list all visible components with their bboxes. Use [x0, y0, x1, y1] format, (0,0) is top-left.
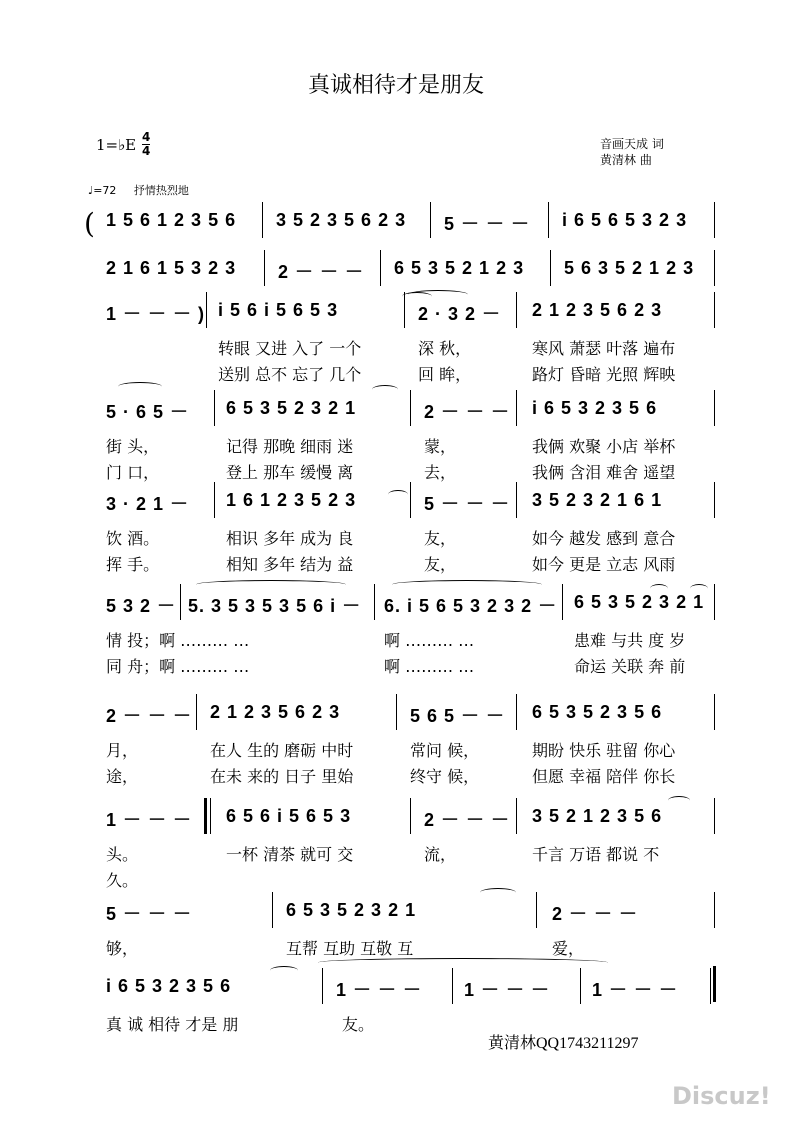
barline [180, 584, 181, 620]
measure-notes: 5 3 2 － [106, 596, 177, 616]
measure-notes: 2 － － － [424, 402, 511, 422]
measure-notes: 2 1 2 3 5 6 2 3 [210, 702, 341, 722]
barline [206, 292, 207, 328]
final-barline [713, 966, 716, 1002]
lyric-text: 啊 ……… … [384, 631, 475, 650]
barline [214, 482, 215, 518]
measure-notes: 1 5 6 1 2 3 5 6 [106, 210, 237, 230]
slur-arc [650, 584, 668, 593]
barline [562, 584, 563, 620]
expression-marking: 抒情热烈地 [133, 184, 189, 197]
barline [516, 292, 517, 328]
lyric-text: 终守 候， [410, 767, 480, 786]
barline [714, 250, 715, 286]
lyric-text: 够， [106, 939, 139, 958]
lyric-text: 头。 [106, 845, 139, 864]
lyric-text: 门 口， [106, 463, 160, 482]
time-bottom: 4 [142, 144, 151, 158]
time-top: 4 [142, 130, 151, 144]
lyric-text: 挥 手。 [106, 555, 160, 574]
measure-notes: 2 · 3 2 － [418, 304, 502, 324]
lyric-text: 去， [424, 463, 457, 482]
lyric-text: 友， [424, 529, 457, 548]
measure-notes: 5. 3 5 3 5 3 5 6 i － [188, 596, 362, 616]
barline [214, 390, 215, 426]
barline [410, 390, 411, 426]
measure-notes: 5 － － － [444, 214, 531, 234]
measure-notes: 6 5 3 5 2 3 2 1 [286, 900, 417, 920]
measure-notes: 6. i 5 6 5 3 2 3 2 － [384, 596, 558, 616]
measure-notes: 6 5 3 5 2 3 5 6 [532, 702, 663, 722]
lyric-text: 千言 万语 都说 不 [532, 845, 660, 864]
lyric-text: 路灯 昏暗 光照 辉映 [532, 365, 676, 384]
measure-notes: 5 6 3 5 2 1 2 3 [564, 258, 695, 278]
barline [714, 584, 715, 620]
watermark: Discuz! [672, 1082, 771, 1110]
measure-notes: 5 － － － [106, 904, 193, 924]
measure-notes: 2 － － － [552, 904, 639, 924]
barline [714, 482, 715, 518]
lyric-text: 相知 多年 结为 益 [226, 555, 354, 574]
measure-notes: 1 － － － [592, 980, 679, 1000]
lyric-text: 街 头， [106, 437, 160, 456]
lyric-text: 转眼 又进 入了 一个 [218, 339, 362, 358]
barline [516, 482, 517, 518]
barline [262, 202, 263, 238]
barline [714, 798, 715, 834]
slur-arc [372, 385, 398, 394]
barline [714, 202, 715, 238]
credits [600, 136, 664, 168]
signature: 黄清林QQ1743211297 [488, 1035, 639, 1052]
lyric-text: 送别 总不 忘了 几个 [218, 365, 362, 384]
measure-notes: 1 6 1 2 3 5 2 3 [226, 490, 357, 510]
lyric-text: 蒙， [424, 437, 457, 456]
barline [516, 798, 517, 834]
page-title: 真诚相待才是朋友 [307, 73, 484, 98]
measure-notes: i 6 5 3 2 3 5 6 [532, 398, 658, 418]
slur-arc [118, 382, 162, 391]
measure-notes: 5 6 5 － － [410, 706, 506, 726]
measure-notes: 3 5 2 1 2 3 5 6 [532, 806, 663, 826]
measure-notes: i 6 5 3 2 3 5 6 [106, 976, 232, 996]
slur-arc [668, 796, 690, 805]
repeat-barline [204, 798, 207, 834]
lyric-text: 我俩 欢聚 小店 举杯 [532, 437, 676, 456]
measure-notes: 2 － － － [424, 810, 511, 830]
barline [410, 798, 411, 834]
barline [322, 968, 323, 1004]
barline [374, 584, 375, 620]
lyric-text: 我俩 含泪 难舍 遥望 [532, 463, 676, 482]
barline [714, 892, 715, 928]
tempo-marking [88, 182, 189, 198]
barline [272, 892, 273, 928]
measure-notes: i 6 5 6 5 3 2 3 [562, 210, 688, 230]
measure-notes: 2 1 6 1 5 3 2 3 [106, 258, 237, 278]
lyric-text: 相识 多年 成为 良 [226, 529, 354, 548]
lyric-text: 常问 候， [410, 741, 480, 760]
intro-bracket: ( [84, 207, 95, 240]
tempo-value: ♩=72 [88, 184, 117, 197]
slur-arc [270, 966, 298, 975]
lyric-text: 月， [106, 741, 139, 760]
slur-arc [480, 888, 516, 897]
lyric-text: 流， [424, 845, 457, 864]
lyric-text: 友。 [342, 1015, 375, 1034]
lyric-text: 真 诚 相待 才是 朋 [106, 1015, 239, 1034]
barline [210, 798, 211, 834]
barline [452, 968, 453, 1004]
lyric-text: 登上 那车 缓慢 离 [226, 463, 354, 482]
lyric-text: 在未 来的 日子 里始 [210, 767, 354, 786]
composer-credit: 黄清林 曲 [600, 153, 652, 167]
lyric-text: 一杯 清茶 就可 交 [226, 845, 354, 864]
barline [516, 390, 517, 426]
measure-notes: 5 － － － [424, 494, 511, 514]
measure-notes: 6 5 6 i 5 6 5 3 [226, 806, 352, 826]
lyric-text: 记得 那晚 细雨 迷 [226, 437, 354, 456]
barline [516, 694, 517, 730]
barline [714, 390, 715, 426]
barline [580, 968, 581, 1004]
measure-notes: 6 5 3 5 2 1 2 3 [394, 258, 525, 278]
measure-notes: i 5 6 i 5 6 5 3 [218, 300, 339, 320]
barline [410, 482, 411, 518]
lyric-text: 深 秋， [418, 339, 472, 358]
measure-notes: 1 － － － [464, 980, 551, 1000]
measure-notes: 2 － － － [278, 262, 365, 282]
measure-notes: 6 5 3 5 2 3 2 1 [574, 592, 705, 612]
measure-notes: 3 5 2 3 2 1 6 1 [532, 490, 663, 510]
lyric-text: 同 舟；啊 ……… … [106, 657, 250, 676]
measure-notes: 3 · 2 1 － [106, 494, 190, 514]
slur-arc [690, 584, 708, 593]
slur-arc [196, 580, 346, 589]
lyric-text: 如今 越发 感到 意合 [532, 529, 676, 548]
barline [536, 892, 537, 928]
lyric-text: 命运 关联 奔 前 [574, 657, 686, 676]
lyric-text: 啊 ……… … [384, 657, 475, 676]
lyric-text: 爱， [552, 939, 585, 958]
lyric-text: 互帮 互助 互敬 互 [286, 939, 414, 958]
lyric-text: 寒风 萧瑟 叶落 遍布 [532, 339, 676, 358]
lyric-text: 但愿 幸福 陪伴 你长 [532, 767, 676, 786]
measure-notes: 3 5 2 3 5 6 2 3 [276, 210, 407, 230]
slur-arc [388, 490, 408, 499]
lyric-text: 久。 [106, 871, 139, 890]
barline [430, 202, 431, 238]
slur-arc [318, 958, 608, 967]
barline [264, 250, 265, 286]
time-signature [142, 131, 150, 158]
barline [714, 292, 715, 328]
barline [710, 968, 711, 1004]
barline [196, 694, 197, 730]
lyric-text: 饮 酒。 [106, 529, 160, 548]
barline [548, 202, 549, 238]
measure-notes: 1 － － － ) [106, 304, 206, 324]
lyric-text: 患难 与共 度 岁 [574, 631, 686, 650]
slur-arc [392, 580, 542, 589]
lyric-text: 友， [424, 555, 457, 574]
barline [380, 250, 381, 286]
slur-arc [408, 290, 468, 299]
measure-notes: 1 － － － [336, 980, 423, 1000]
lyric-text: 如今 更是 立志 风雨 [532, 555, 676, 574]
measure-notes: 1 － － － [106, 810, 193, 830]
measure-notes: 6 5 3 5 2 3 2 1 [226, 398, 357, 418]
measure-notes: 2 1 2 3 5 6 2 3 [532, 300, 663, 320]
barline [714, 694, 715, 730]
measure-notes: 2 － － － [106, 706, 193, 726]
lyric-text: 在人 生的 磨砺 中时 [210, 741, 354, 760]
barline [396, 694, 397, 730]
lyric-text: 期盼 快乐 驻留 你心 [532, 741, 676, 760]
lyricist-credit: 音画天成 词 [600, 137, 664, 151]
lyric-text: 情 投；啊 ……… … [106, 631, 250, 650]
barline [550, 250, 551, 286]
lyric-text: 回 眸， [418, 365, 472, 384]
measure-notes: 5 · 6 5 － [106, 402, 190, 422]
key-signature: 1=♭E [96, 136, 137, 154]
lyric-text: 途， [106, 767, 139, 786]
